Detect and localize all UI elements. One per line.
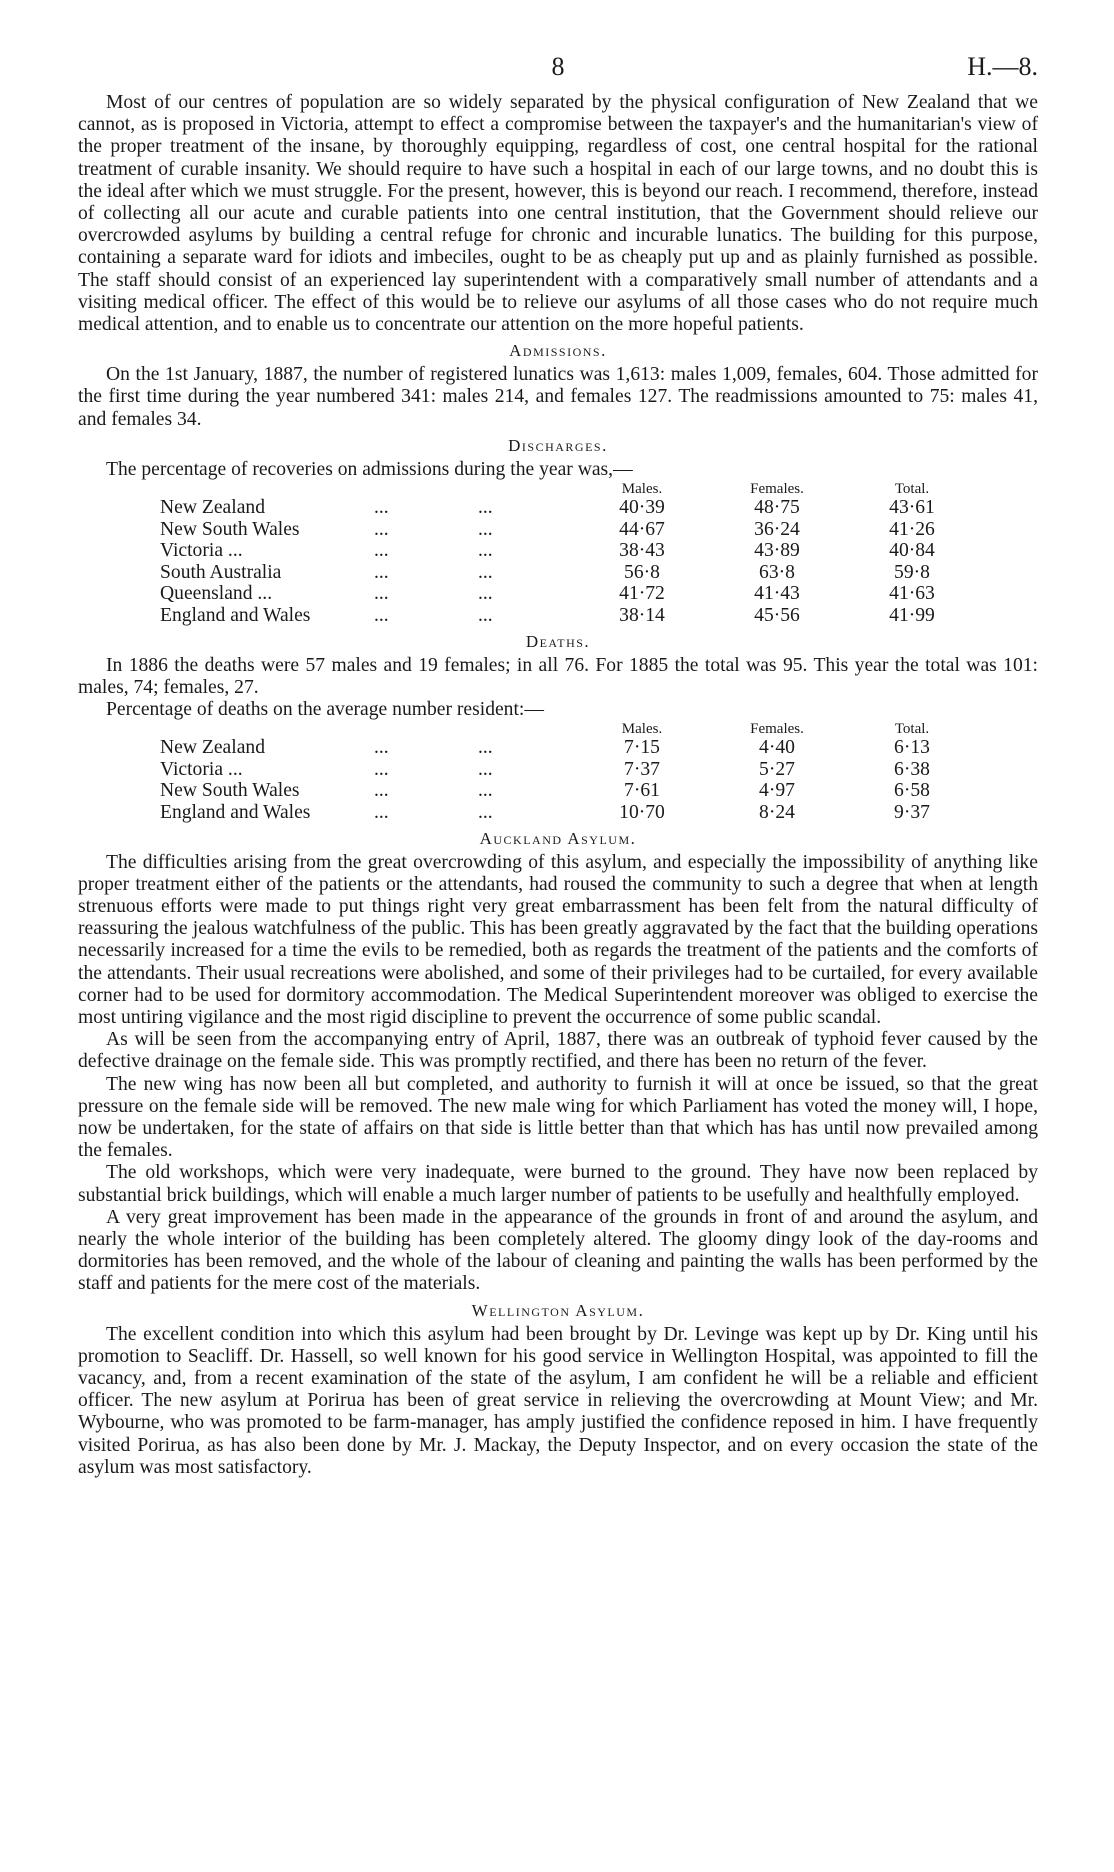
- row-label: New Zealand: [160, 497, 265, 519]
- females-value: 8·24: [759, 802, 795, 823]
- auckland-heading: Auckland Asylum.: [479, 828, 637, 848]
- males-value: 44·67: [619, 518, 665, 540]
- leader-dots: ...: [374, 540, 389, 562]
- females-value: 41·43: [754, 583, 800, 605]
- table-row: [160, 605, 982, 627]
- discharges-intro: The percentage of recoveries on admissions during the year was,—: [106, 458, 633, 480]
- males-value: 7·15: [624, 737, 660, 759]
- table-row: [160, 759, 982, 781]
- page-header: [78, 52, 1038, 92]
- males-value: 7·37: [624, 758, 660, 780]
- column-header-total: Total.: [894, 721, 930, 738]
- total-value: 6·58: [894, 780, 930, 802]
- leader-dots: ...: [374, 605, 389, 627]
- males-value: 56·8: [624, 561, 660, 583]
- females-value: 45·56: [754, 605, 800, 627]
- total-value: 41·63: [889, 583, 935, 605]
- table-row: [160, 562, 982, 584]
- table-row: [160, 583, 982, 605]
- admissions-paragraph: On the 1st January, 1887, the number of registered lunatics was 1,613: males 1,009, females, 604. Those admitted for the first time during the year numbered 341: males 214, and females 127. The readmissions amounted to 75: males 41, and females 34.: [78, 364, 1038, 430]
- column-header-males: Males.: [621, 481, 663, 498]
- females-value: 5·27: [759, 758, 795, 780]
- total-value: 40·84: [889, 540, 935, 562]
- column-header-females: Females.: [750, 721, 804, 738]
- total-value: 6·38: [894, 758, 930, 780]
- document-reference: H.—8.: [967, 52, 1038, 81]
- males-value: 7·61: [624, 780, 660, 802]
- intro-paragraph: Most of our centres of population are so widely separated by the physical configuration of New Zealand that we cannot, as is proposed in Victoria, attempt to effect a compromise between the taxpayer's and the humanitarian's view of the proper treatment of the insane, by thoroughly equipping, regardless of cost, one central hospital for the rational treatment of curable insanity. We should require to have such a hospital in each of our large towns, and no doubt this is the ideal after which we must struggle. For the present, however, this is beyond our reach. I recommend, therefore, instead of collecting all our acute and curable patients into one central institution, that the Government should relieve our overcrowded asylums by building a central refuge for chronic and incurable lunatics. The building for this purpose, containing a separate ward for idiots and imbeciles, ought to be as cheaply put up and as plainly furnished as possible. The staff should consist of an experienced lay superintendent with a comparatively small number of attendants and a visiting medical officer. The effect of this would be to relieve our asylums of all those cases who do not require much medical attention, and to enable us to concentrate our attention on the more hopeful patients.: [78, 92, 1038, 336]
- total-value: 41·26: [889, 518, 935, 540]
- auckland-paragraph: The new wing has now been all but completed, and authority to furnish it will at once be issued, so that the great pressure on the female side will be removed. The new male wing for which Parliament has voted the money will, I hope, now be undertaken, for the state of affairs on that side is little better than that which has has until now prevailed among the females.: [78, 1073, 1038, 1162]
- auckland-paragraph: The difficulties arising from the great overcrowding of this asylum, and especially the impossibility of anything like proper treatment either of the patients or the attendants, had roused the community to such a degree that when at length strenuous efforts were made to put things right very great embarrassment has been felt from the natural difficulty of reassuring the jealous watchfulness of the public. This has been greatly aggravated by the fact that the building operations necessarily increased for a time the evils to be remedied, both as regards the treatment of the patients and the comforts of the attendants. Their usual recreations were abolished, and some of their privileges had to be curtailed, for every available corner had to be used for dormitory accommodation. The Medical Superintendent moreover was obliged to exercise the most untiring vigilance and the most rigid discipline to prevent the occurrence of some public scandal.: [78, 851, 1038, 1029]
- total-value: 6·13: [894, 737, 930, 759]
- total-value: 43·61: [889, 497, 935, 519]
- auckland-paragraph: As will be seen from the accompanying entry of April, 1887, there was an outbreak of typhoid fever caused by the defective drainage on the female side. This was promptly rectified, and there has been no return of the fever.: [78, 1029, 1038, 1073]
- table-row: [160, 519, 982, 541]
- deaths-intro: Percentage of deaths on the average number resident:—: [106, 699, 544, 721]
- row-label: New South Wales: [160, 780, 300, 802]
- deaths-table: [160, 721, 982, 823]
- leader-dots: ...: [478, 605, 493, 627]
- column-header-males: Males.: [621, 721, 663, 738]
- admissions-heading: Admissions.: [509, 341, 607, 361]
- leader-dots: ...: [478, 561, 493, 583]
- leader-dots: ...: [478, 540, 493, 562]
- table-row: [160, 737, 982, 759]
- total-value: 59·8: [894, 561, 930, 583]
- deaths-heading: Deaths.: [525, 631, 591, 651]
- document-page: [78, 52, 1038, 1479]
- males-value: 38·14: [619, 605, 665, 627]
- row-label: Victoria ...: [160, 540, 243, 562]
- deaths-paragraph: In 1886 the deaths were 57 males and 19 females; in all 76. For 1885 the total was 95. This year the total was 101: males, 74; females, 27.: [78, 654, 1038, 698]
- leader-dots: ...: [374, 583, 389, 605]
- females-value: 4·40: [759, 737, 795, 759]
- leader-dots: ...: [478, 518, 493, 540]
- auckland-paragraph: A very great improvement has been made in the appearance of the grounds in front of and around the asylum, and nearly the whole interior of the building has been completely altered. The gloomy dingy look of the day-rooms and dormitories has been removed, and the whole of the labour of cleaning and painting the walls has been performed by the staff and patients for the mere cost of the materials.: [78, 1206, 1038, 1295]
- total-value: 41·99: [889, 605, 935, 627]
- leader-dots: ...: [374, 802, 389, 823]
- males-value: 38·43: [619, 540, 665, 562]
- row-label: England and Wales: [160, 802, 311, 823]
- column-header-total: Total.: [894, 481, 930, 498]
- wellington-paragraph: The excellent condition into which this asylum had been brought by Dr. Levinge was kept up by Dr. King until his promotion to Seacliff. Dr. Hassell, so well known for his good service in Wellington Hospital, was appointed to fill the vacancy, and, from a recent examination of the state of the asylum, I am confident he will be a reliable and efficient officer. The new asylum at Porirua has been of great service in relieving the overcrowding at Mount View; and Mr. Wybourne, who was promoted to be farm-manager, has amply justified the confidence reposed in him. I have frequently visited Porirua, as has also been done by Mr. J. Mackay, the Deputy Inspector, and on every occasion the state of the asylum was most satisfactory.: [78, 1323, 1038, 1478]
- table-header-row: [160, 481, 982, 497]
- males-value: 41·72: [619, 583, 665, 605]
- row-label: England and Wales: [160, 605, 311, 627]
- auckland-paragraph: The old workshops, which were very inadequate, were burned to the ground. They have now been replaced by substantial brick buildings, which will enable a much larger number of patients to be usefully and healthfully employed.: [78, 1162, 1038, 1206]
- row-label: Victoria ...: [160, 758, 243, 780]
- page-number: 8: [551, 52, 565, 81]
- row-label: New South Wales: [160, 518, 300, 540]
- recoveries-table: [160, 481, 982, 627]
- column-header-females: Females.: [750, 481, 804, 498]
- females-value: 48·75: [754, 497, 800, 519]
- leader-dots: ...: [478, 780, 493, 802]
- leader-dots: ...: [374, 518, 389, 540]
- leader-dots: ...: [478, 758, 493, 780]
- table-row: [160, 802, 982, 824]
- females-value: 43·89: [754, 540, 800, 562]
- leader-dots: ...: [478, 737, 493, 759]
- row-label: New Zealand: [160, 737, 265, 759]
- row-label: South Australia: [160, 561, 282, 583]
- leader-dots: ...: [374, 561, 389, 583]
- females-value: 36·24: [754, 518, 800, 540]
- leader-dots: ...: [374, 758, 389, 780]
- females-value: 63·8: [759, 561, 795, 583]
- discharges-heading: Discharges.: [508, 435, 608, 455]
- wellington-heading: Wellington Asylum.: [471, 1300, 645, 1320]
- leader-dots: ...: [374, 737, 389, 759]
- females-value: 4·97: [759, 780, 795, 802]
- row-label: Queensland ...: [160, 583, 273, 605]
- leader-dots: ...: [478, 583, 493, 605]
- table-row: [160, 780, 982, 802]
- table-header-row: [160, 721, 982, 737]
- males-value: 40·39: [619, 497, 665, 519]
- leader-dots: ...: [374, 780, 389, 802]
- table-row: [160, 540, 982, 562]
- males-value: 10·70: [619, 802, 665, 823]
- table-row: [160, 497, 982, 519]
- leader-dots: ...: [374, 497, 389, 519]
- total-value: 9·37: [894, 802, 930, 823]
- leader-dots: ...: [478, 497, 493, 519]
- leader-dots: ...: [478, 802, 493, 823]
